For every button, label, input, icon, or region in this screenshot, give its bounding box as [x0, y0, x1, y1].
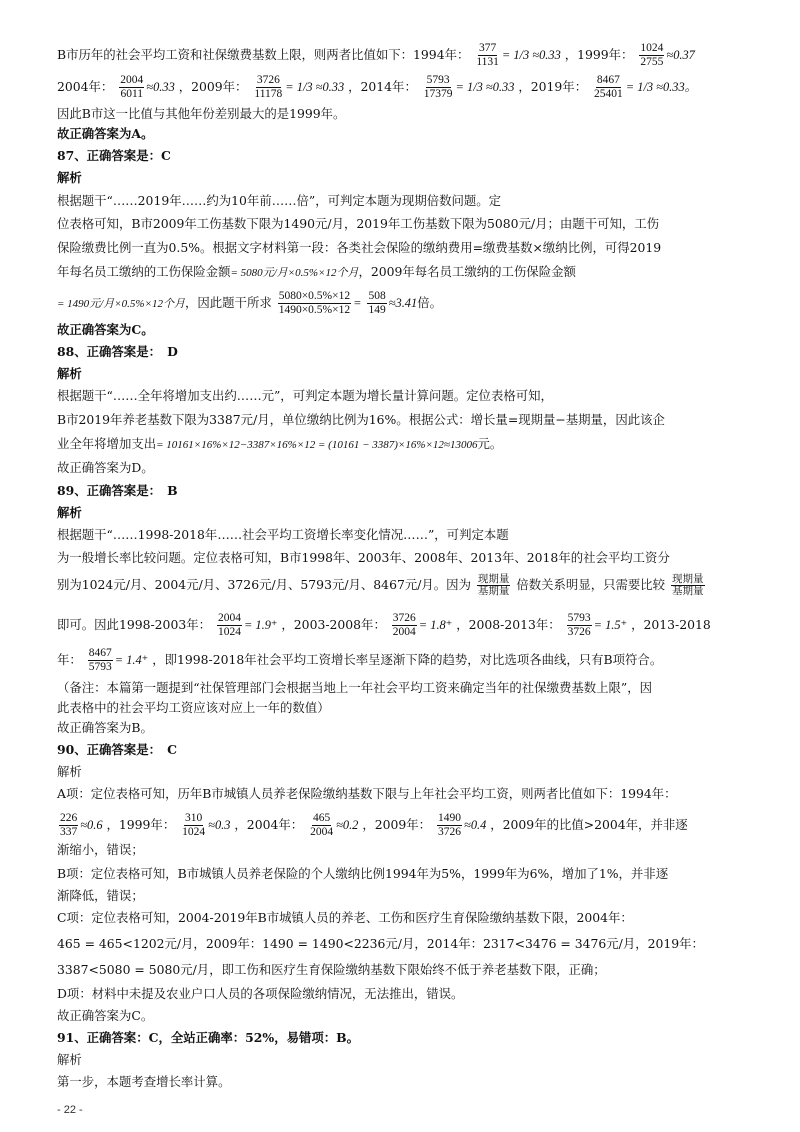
q87-heading: 87、正确答案是：C — [57, 148, 171, 163]
text: ，2009年： — [178, 79, 248, 94]
fraction: $\frac{5793}{17379}$ — [423, 74, 453, 100]
fraction: $\frac{1024}{2755}$ — [640, 42, 664, 68]
fraction: $\frac{1490}{3726}$ — [438, 812, 462, 838]
text: ，2004年： — [234, 817, 304, 832]
q90-option-c-3: 3387<5080 = 5080元/月，即工伤和医疗生育保险缴纳基数下限始终不低于养老基数下限，正确； — [57, 962, 606, 977]
text: 年每名员工缴纳的工伤保险金额 — [57, 264, 231, 279]
text: 倍。 — [417, 295, 442, 310]
fraction: $\frac{2004}{1024}$ — [217, 612, 241, 638]
text: ，2009年的比值>2004年，并非逐 — [490, 817, 688, 832]
q87-analysis-label: 解析 — [57, 170, 82, 185]
q89-heading: 89、正确答案是： B — [57, 483, 178, 498]
q90-option-a-1: A项：定位表格可知，历年B市城镇人员养老保险缴纳基数下限与上年社会平均工资，则两者比值如下：1994年： — [57, 786, 677, 801]
math: = 1/3 ≈0.33 — [501, 48, 561, 62]
fraction: $\frac{310}{1024}$ — [182, 812, 206, 838]
math: ≈3.41 — [388, 296, 418, 310]
math: = 1/3 ≈0.33。 — [625, 80, 698, 94]
q89-line-5 — [57, 647, 747, 674]
q88-line-1: 根据题干“……全年将增加支出约……元”，可判定本题为增长量计算问题。定位表格可知， — [57, 388, 553, 403]
q89-line-1: 根据题干“……1998-2018年……社会平均工资增长率变化情况……”，可判定本题 — [57, 527, 509, 542]
q89-note-2: 此表格中的社会平均工资应该对应上一年的数值） — [57, 700, 330, 715]
q89-answer: 故正确答案为B。 — [57, 720, 153, 735]
q86-line-1 — [57, 42, 747, 69]
q88-line-2: B市2019年养老基数下限为3387元/月，单位缴纳比例为16%。根据公式：增长量=现期量−基期量，因此该企 — [57, 412, 665, 427]
math: ≈0.2 — [336, 818, 359, 832]
text: 别为1024元/月、2004元/月、3726元/月、5793元/月、8467元/月。因为 — [57, 577, 471, 592]
math: = 10161×16%×12−3387×16%×12 = (10161 − 3387)×16%×12≈13006 — [156, 439, 478, 451]
fraction: $\frac{465}{2004}$ — [310, 812, 334, 838]
fraction: 现期量 基期量 — [477, 574, 510, 597]
q91-analysis-label: 解析 — [57, 1052, 82, 1067]
fraction: $\frac{8467}{25401}$ — [594, 74, 623, 100]
q90-option-c-1: C项：定位表格可知，2004-2019年B市城镇人员的养老、工伤和医疗生育保险缴纳基数下限，2004年： — [57, 910, 633, 925]
math: ≈0.6 — [80, 818, 103, 832]
math: = 5080元/月×0.5%×12个月 — [230, 267, 359, 279]
math: = 1.5⁺ — [593, 618, 628, 632]
math: = 1/3 ≈0.33 — [455, 80, 515, 94]
q88-heading: 88、正确答案是： D — [57, 344, 178, 359]
fraction: $\frac{5080\times 0.5\%\times 12}{1490\times 0.5\%\times 12}$ — [278, 290, 351, 316]
text: 即可。因此1998-2003年： — [57, 617, 211, 632]
math: ≈0.33 — [146, 80, 175, 94]
q87-line-2: 位表格可知，B市2009年工伤基数下限为1490元/月，2019年工伤基数下限为5080元/月；由题干可知，工伤 — [57, 216, 660, 231]
text: ，2009年： — [362, 817, 432, 832]
math: = 1/3 ≈0.33 — [285, 80, 345, 94]
text: ，2014年： — [348, 79, 417, 94]
math: = 1.8⁺ — [418, 618, 453, 632]
math: ≈0.4 — [464, 818, 487, 832]
q91-line-1: 第一步，本题考查增长率计算。 — [57, 1074, 231, 1089]
q86-answer: 故正确答案为A。 — [57, 126, 154, 141]
fraction: $\frac{508}{149}$ — [368, 290, 386, 316]
q90-analysis-label: 解析 — [57, 764, 82, 779]
text: ，2019年： — [518, 79, 588, 94]
q90-option-a-2 — [57, 812, 747, 839]
q88-analysis-label: 解析 — [57, 366, 82, 381]
text: ，2009年每名员工缴纳的工伤保险金额 — [358, 264, 576, 279]
q89-analysis-label: 解析 — [57, 505, 82, 520]
q86-line-2 — [57, 74, 747, 101]
math: = 1490元/月×0.5%×12个月 — [57, 298, 185, 310]
fraction: $\frac{2004}{6011}$ — [120, 74, 144, 100]
text: 2004年： — [57, 79, 114, 94]
text: ，2013-2018 — [631, 617, 711, 632]
q90-option-b-2: 渐降低，错误； — [57, 888, 144, 903]
q87-line-4 — [57, 262, 747, 283]
q90-option-d: D项：材料中未提及农业户口人员的各项保险缴纳情况，无法推出，错误。 — [57, 986, 464, 1001]
text: 元。 — [477, 436, 503, 451]
text: ，1999年： — [106, 817, 176, 832]
text: ，因此题干所求 — [185, 295, 272, 310]
fraction: $\frac{8467}{5793}$ — [88, 647, 112, 673]
q90-option-c-2: 465 = 465<1202元/月，2009年：1490 = 1490<2236元/月，2014年：2317<3476 = 3476元/月，2019年： — [57, 936, 704, 951]
q89-line-4 — [57, 612, 747, 639]
q87-line-3: 保险缴费比例一直为0.5%。根据文字材料第一段：各类社会保险的缴纳费用=缴费基数×缴纳比例，可得2019 — [57, 240, 662, 255]
math: ≈0.37 — [666, 48, 695, 62]
text: ，2003-2008年： — [281, 617, 386, 632]
text: ，即1998-2018年社会平均工资增长率呈逐渐下降的趋势，对比选项各曲线，只有B项符合。 — [152, 652, 663, 667]
q90-option-a-3: 渐缩小，错误； — [57, 842, 144, 857]
q88-answer: 故正确答案为D。 — [57, 460, 154, 475]
q86-line-3: 因此B市这一比值与其他年份差别最大的是1999年。 — [57, 106, 346, 121]
page-number: - 22 - — [57, 1104, 83, 1116]
q90-heading: 90、正确答案是： C — [57, 742, 178, 757]
q87-line-5: = 1490元/月×0.5%×12个月，因此题干所求 $\frac{5080\times 0.5\%\times 12}{1490\times 0.5\%\times 12}$ = $\frac{508}{149}$ ≈3.41倍。 — [57, 290, 442, 316]
q91-heading: 91、正确答案：C，全站正确率：52%，易错项：B。 — [57, 1030, 360, 1045]
q90-answer: 故正确答案为C。 — [57, 1008, 154, 1023]
text: 业全年将增加支出 — [57, 436, 157, 451]
fraction: $\frac{3726}{11178}$ — [254, 74, 283, 100]
fraction: $\frac{5793}{3726}$ — [567, 612, 591, 638]
text: ，2008-2013年： — [456, 617, 561, 632]
math: = 1.9⁺ — [243, 618, 278, 632]
text: 年： — [57, 652, 82, 667]
math: ≈0.3 — [208, 818, 231, 832]
fraction: $\frac{377}{1131}$ — [476, 42, 499, 68]
math: = 1.4⁺ — [114, 653, 149, 667]
fraction: 现期量 基期量 — [672, 574, 704, 597]
q89-line-2: 为一般增长率比较问题。定位表格可知，B市1998年、2003年、2008年、2013年、2018年的社会平均工资分 — [57, 550, 670, 565]
text: B市历年的社会平均工资和社保缴费基数上限，则两者比值如下：1994年： — [57, 47, 470, 62]
q90-option-b-1: B项：定位表格可知，B市城镇人员养老保险的个人缴纳比例1994年为5%，1999年为6%，增加了1%，并非逐 — [57, 866, 669, 881]
text: ，1999年： — [564, 47, 634, 62]
fraction: $\frac{3726}{2004}$ — [392, 612, 416, 638]
q89-line-3 — [57, 574, 747, 597]
q87-answer: 故正确答案为C。 — [57, 322, 154, 337]
fraction: $\frac{226}{337}$ — [60, 812, 78, 838]
q87-line-1: 根据题干“……2019年……约为10年前……倍”，可判定本题为现期倍数问题。定 — [57, 193, 502, 208]
q89-note-1: （备注：本篇第一题提到“社保管理部门会根据当地上一年社会平均工资来确定当年的社保缴费基数上限”，因 — [57, 680, 653, 695]
text: 倍数关系明显，只需要比较 — [516, 577, 666, 592]
q88-line-3 — [57, 434, 747, 455]
